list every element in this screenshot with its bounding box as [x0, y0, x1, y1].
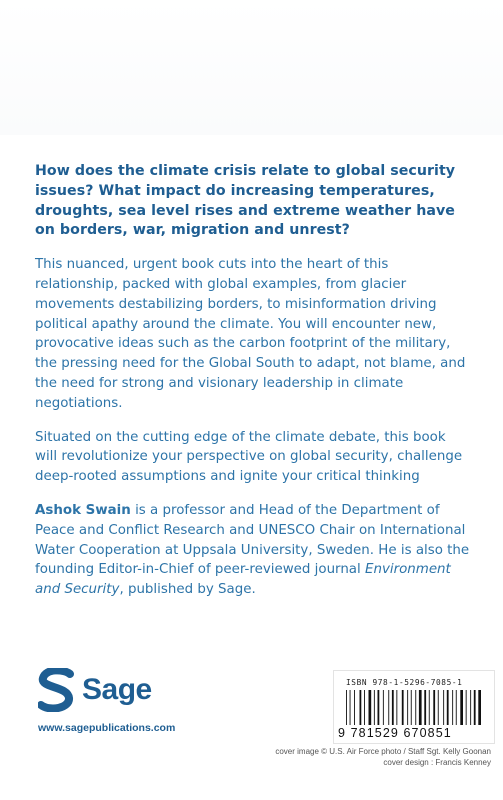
author-name: Ashok Swain — [35, 502, 131, 518]
sage-s-logo-icon — [38, 668, 74, 712]
isbn-barcode — [333, 670, 495, 744]
barcode-digits: 9 781529 670851 — [338, 726, 452, 740]
lead-question: How does the climate crisis relate to global security issues? What impact do increasing temperatures, droughts, sea level rises and extreme weather have on borders, war, migration and unrest? — [35, 163, 456, 239]
author-bio — [35, 501, 471, 600]
cover-image-credit: cover image © U.S. Air Force photo / Staff Sgt. Kelly Goonan — [275, 747, 491, 756]
publisher-website: www.sagepublications.com — [38, 722, 176, 734]
description-paragraph-1: This nuanced, urgent book cuts into the heart of this relationship, packed with global examples, from glacier movements destabilizing borders, to misinformation driving political apathy around the climate. You will encounter new, provocative ideas such as the carbon footprint of the military, the pressing need for the Global South to adapt, not blame, and the need for strong and visionary leadership in climate negotiations. — [35, 257, 466, 411]
author-bio-ending: , published by Sage. — [119, 582, 256, 598]
barcode-bars — [344, 690, 484, 725]
journal-title: Environment and Security — [35, 562, 451, 598]
isbn-label: ISBN 978-1-5296-7085-1 — [346, 678, 463, 687]
description-paragraph-2: Situated on the cutting edge of the climate debate, this book will revolutionize your perspective on global security, challenge deep-rooted assumptions and ignite your critical thinking — [35, 429, 463, 485]
publisher-name: Sage — [82, 673, 152, 706]
publisher-logo — [38, 668, 152, 712]
author-bio-text: is a professor and Head of the Department of Peace and Conflict Research and UNESCO Chair on International Water Cooperation at Uppsala University, Sweden. He is also the founding Editor-in-Chief of peer-reviewed journal — [35, 502, 470, 578]
back-cover-copy — [35, 162, 471, 614]
cover-design-credit: cover design : Francis Kenney — [383, 758, 491, 767]
cover-image-area — [0, 0, 503, 135]
